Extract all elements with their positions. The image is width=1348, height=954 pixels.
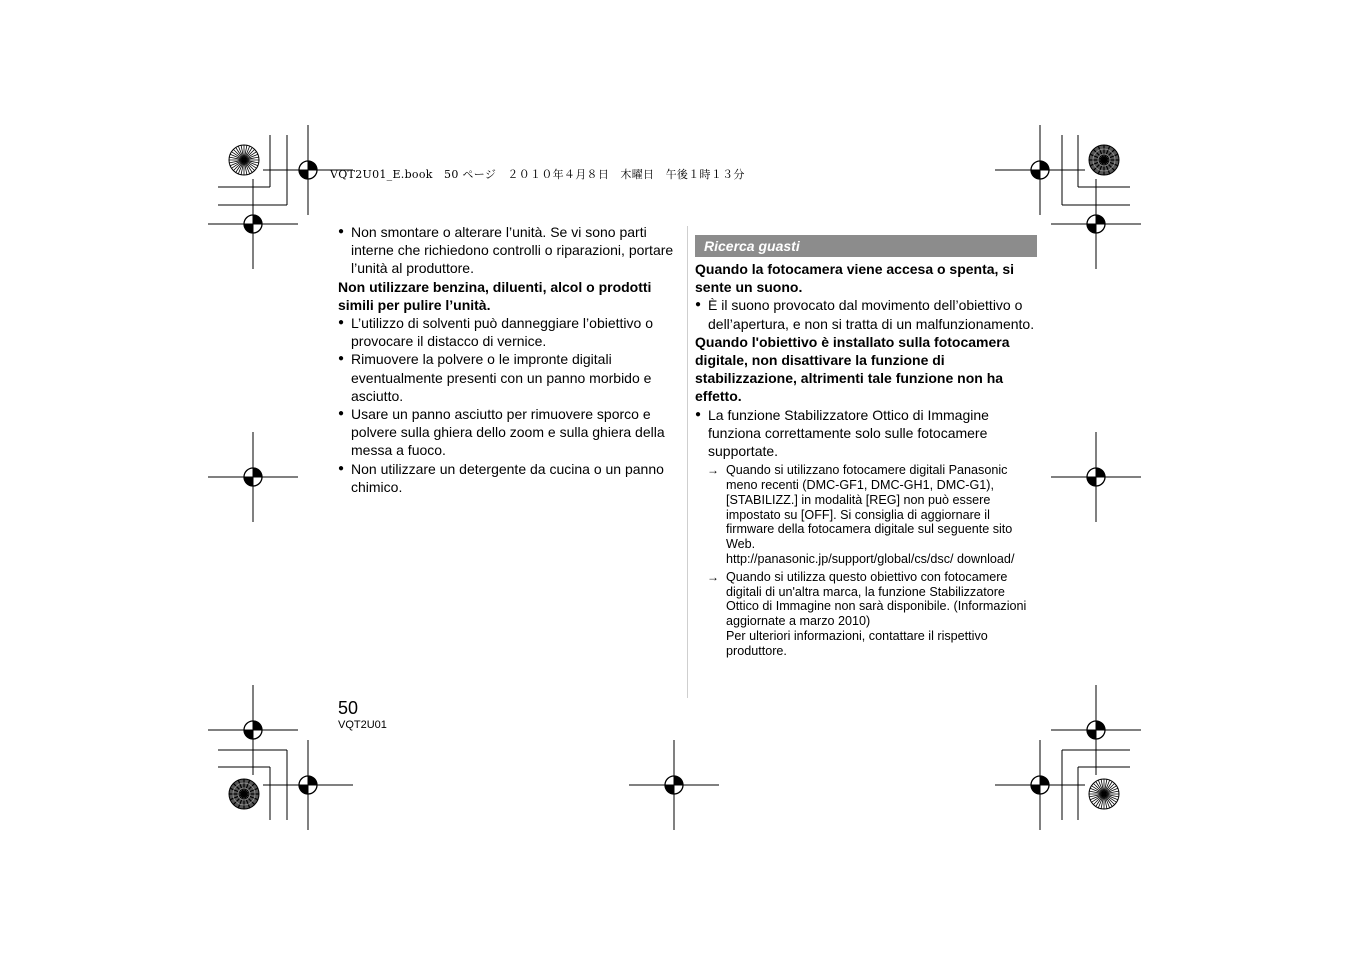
arrow-icon: →	[707, 569, 719, 584]
right-column	[695, 235, 1037, 659]
document-code: VQT2U01	[338, 719, 387, 731]
bullet-item: ● È il suono provocato dal movimento dell’obiettivo o dell’apertura, e non si tratta di un malfunzionamento.	[695, 296, 1037, 332]
page-number: 50	[338, 698, 359, 718]
bullet-item: ● Rimuovere la polvere o le impronte digitali eventualmente presenti con un panno morbido e asciutto.	[338, 350, 680, 405]
bold-heading: Quando l'obiettivo è installato sulla fotocamera digitale, non disattivare la funzione di stabilizzazione, altrimenti tale funzione non ha effetto.	[695, 333, 1010, 405]
bullet-item: ● L’utilizzo di solventi può danneggiare l’obiettivo o provocare il distacco di vernice.	[338, 314, 680, 350]
bullet-item: ● Non smontare o alterare l’unità. Se vi sono parti interne che richiedono controlli o riparazioni, portare l’unità al produttore.	[338, 223, 680, 278]
bold-heading: Non utilizzare benzina, diluenti, alcol o prodotti simili per pulire l’unità.	[338, 278, 652, 313]
left-column	[338, 223, 680, 496]
arrow-icon: →	[707, 463, 719, 478]
sub-note	[695, 463, 1037, 567]
bullet-item: ● Usare un panno asciutto per rimuovere sporco e polvere sulla ghiera dello zoom e sulla ghiera della messa a fuoco.	[338, 405, 680, 460]
sub-note-extra: Per ulteriori informazioni, contattare il rispettivo produttore.	[726, 629, 988, 658]
bullet-item: ● Non utilizzare un detergente da cucina o un panno chimico.	[338, 460, 680, 496]
bullet-item: ● La funzione Stabilizzatore Ottico di Immagine funziona correttamente solo sulle fotocamere supportate.	[695, 406, 1037, 461]
support-url: http://panasonic.jp/support/global/cs/dsc/ download/	[726, 552, 1015, 567]
bold-heading: Quando la fotocamera viene accesa o spenta, si sente un suono.	[695, 261, 1015, 296]
sub-note	[695, 570, 1037, 659]
section-title: Ricerca guasti	[695, 235, 1037, 257]
file-info-header: VQT2U01_E.book 50 ページ ２０１０年４月８日 木曜日 午後１時１３分	[330, 168, 745, 181]
sub-note-text: Quando si utilizza questo obiettivo con fotocamere digitali di un'altra marca, la funzione Stabilizzatore Ottico di Immagine non sarà disponibile. (Informazioni aggiornate a marzo 2010)	[726, 569, 1027, 629]
column-divider	[687, 226, 688, 698]
sub-note-text: Quando si utilizzano fotocamere digitali Panasonic meno recenti (DMC-GF1, DMC-GH1, DMC-G1), [STABILIZZ.] in modalità [REG] non può essere impostato su [OFF]. Si consiglia di aggiornare il firmware della fotocamera digitale sul seguente sito Web.	[726, 463, 1013, 552]
